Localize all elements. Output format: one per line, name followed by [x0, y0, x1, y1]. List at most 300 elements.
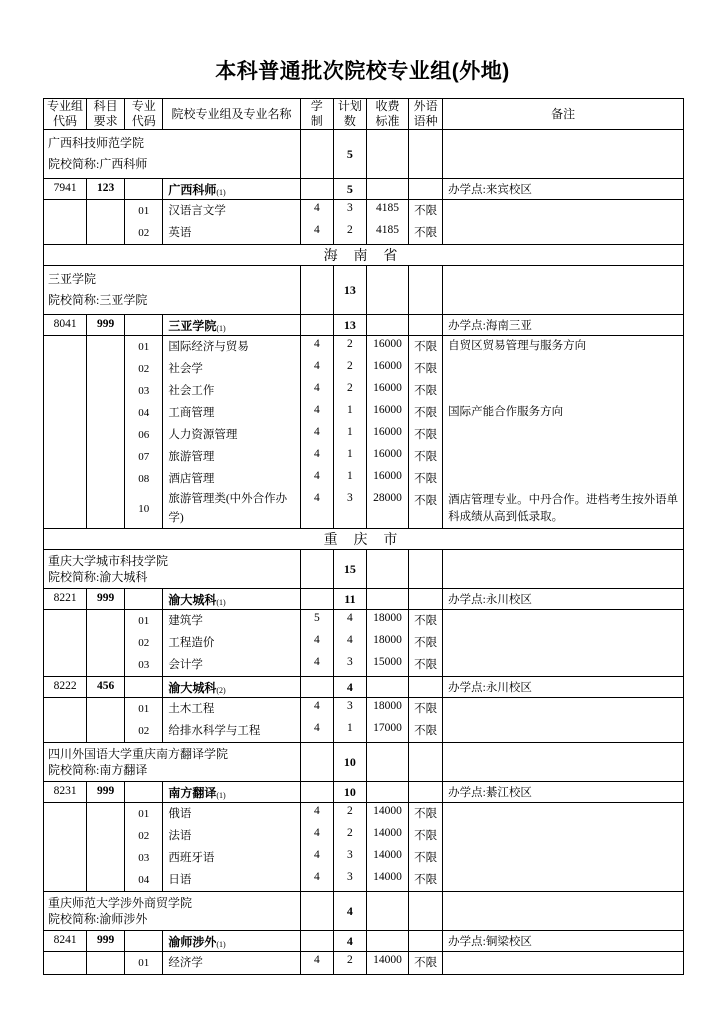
group-plan-cell: 4	[333, 677, 366, 698]
major-years-cell: 4	[300, 698, 333, 721]
major-remark-cell	[443, 847, 684, 869]
major-subject-spacer	[87, 380, 125, 402]
major-plan-cell: 2	[333, 358, 366, 380]
major-row	[44, 803, 684, 826]
group-plan-cell: 5	[333, 179, 366, 200]
group-plan-cell: 10	[333, 782, 366, 803]
subject-requirement-cell: 999	[87, 931, 125, 952]
major-code-cell: 04	[125, 869, 163, 892]
group-index-text: (1)	[216, 940, 226, 949]
school-header-row	[44, 892, 684, 931]
group-code-cell: 8222	[44, 677, 87, 698]
major-row	[44, 825, 684, 847]
major-years-cell: 4	[300, 847, 333, 869]
group-index-text: (1)	[216, 791, 226, 800]
major-plan-cell: 1	[333, 720, 366, 743]
major-fee-cell: 14000	[366, 869, 408, 892]
major-row	[44, 869, 684, 892]
major-subject-spacer	[87, 698, 125, 721]
major-language-cell: 不限	[409, 720, 443, 743]
group-fee-cell	[366, 589, 408, 610]
school-full-name: 三亚学院	[48, 272, 97, 286]
major-row	[44, 200, 684, 223]
major-fee-cell: 18000	[366, 698, 408, 721]
major-row	[44, 402, 684, 424]
subject-requirement-cell: 999	[87, 589, 125, 610]
group-header-row	[44, 589, 684, 610]
major-subject-spacer	[87, 222, 125, 245]
major-name-cell: 俄语	[163, 803, 300, 826]
major-row	[44, 424, 684, 446]
school-full-name: 重庆师范大学涉外商贸学院	[48, 896, 193, 910]
major-years-cell: 4	[300, 803, 333, 826]
major-name-cell: 西班牙语	[163, 847, 300, 869]
group-remark-cell: 办学点:綦江校区	[443, 782, 684, 803]
group-name-text: 渝师涉外	[168, 935, 217, 949]
group-language-cell	[409, 931, 443, 952]
group-major-code-cell	[125, 931, 163, 952]
group-header-row	[44, 315, 684, 336]
major-language-cell: 不限	[409, 424, 443, 446]
major-years-cell: 4	[300, 402, 333, 424]
province-header-row	[44, 245, 684, 266]
group-code-cell: 8231	[44, 782, 87, 803]
group-code-cell: 8241	[44, 931, 87, 952]
major-code-cell: 06	[125, 424, 163, 446]
major-plan-cell: 2	[333, 952, 366, 975]
major-name-cell: 旅游管理	[163, 446, 300, 468]
group-header-row	[44, 677, 684, 698]
major-remark-cell	[443, 610, 684, 633]
major-plan-cell: 1	[333, 446, 366, 468]
major-code-cell: 01	[125, 803, 163, 826]
major-plan-cell: 3	[333, 490, 366, 529]
school-remark-cell	[443, 892, 684, 931]
major-fee-cell: 16000	[366, 446, 408, 468]
major-groupcode-spacer	[44, 803, 87, 826]
major-groupcode-spacer	[44, 222, 87, 245]
major-code-cell: 02	[125, 222, 163, 245]
major-remark-cell	[443, 200, 684, 223]
major-years-cell: 4	[300, 869, 333, 892]
major-fee-cell: 28000	[366, 490, 408, 529]
major-code-cell: 02	[125, 358, 163, 380]
major-subject-spacer	[87, 847, 125, 869]
school-abbreviation: 院校简称:三亚学院	[48, 293, 148, 307]
school-full-name: 广西科技师范学院	[48, 136, 145, 150]
major-name-cell: 旅游管理类(中外合作办学)	[163, 490, 300, 529]
school-fee-cell	[366, 266, 408, 315]
major-row	[44, 468, 684, 490]
group-code-cell: 8041	[44, 315, 87, 336]
major-plan-cell: 1	[333, 424, 366, 446]
major-years-cell: 4	[300, 632, 333, 654]
group-remark-cell: 办学点:海南三亚	[443, 315, 684, 336]
group-name-cell	[163, 179, 300, 200]
major-years-cell: 4	[300, 952, 333, 975]
table-header-row	[44, 99, 684, 130]
group-language-cell	[409, 315, 443, 336]
school-header-row	[44, 266, 684, 315]
major-name-cell: 日语	[163, 869, 300, 892]
column-header-group-code: 专业组 代码	[44, 99, 87, 130]
major-remark-cell	[443, 358, 684, 380]
major-subject-spacer	[87, 424, 125, 446]
province-header-row	[44, 529, 684, 550]
major-code-cell: 08	[125, 468, 163, 490]
major-remark-cell	[443, 424, 684, 446]
major-code-cell: 01	[125, 698, 163, 721]
group-name-text: 广西科师	[168, 183, 217, 197]
major-fee-cell: 16000	[366, 336, 408, 359]
group-name-cell	[163, 315, 300, 336]
major-plan-cell: 3	[333, 847, 366, 869]
group-header-row	[44, 179, 684, 200]
major-fee-cell: 14000	[366, 825, 408, 847]
group-index-text: (1)	[216, 324, 226, 333]
major-name-cell: 工程造价	[163, 632, 300, 654]
major-plan-cell: 2	[333, 380, 366, 402]
major-name-cell: 会计学	[163, 654, 300, 677]
major-subject-spacer	[87, 803, 125, 826]
major-remark-cell	[443, 869, 684, 892]
major-language-cell: 不限	[409, 380, 443, 402]
major-fee-cell: 18000	[366, 632, 408, 654]
group-fee-cell	[366, 315, 408, 336]
column-header-fee: 收费 标准	[366, 99, 408, 130]
group-index-text: (1)	[216, 598, 226, 607]
school-fee-cell	[366, 550, 408, 589]
subject-requirement-cell: 999	[87, 782, 125, 803]
major-years-cell: 4	[300, 200, 333, 223]
major-language-cell: 不限	[409, 358, 443, 380]
group-major-code-cell	[125, 589, 163, 610]
major-subject-spacer	[87, 869, 125, 892]
major-language-cell: 不限	[409, 402, 443, 424]
major-fee-cell: 16000	[366, 358, 408, 380]
major-fee-cell: 17000	[366, 720, 408, 743]
major-subject-spacer	[87, 402, 125, 424]
group-major-code-cell	[125, 782, 163, 803]
major-language-cell: 不限	[409, 698, 443, 721]
school-fee-cell	[366, 743, 408, 782]
major-remark-cell	[443, 803, 684, 826]
school-name-cell	[44, 743, 301, 782]
group-name-text: 三亚学院	[168, 319, 217, 333]
group-language-cell	[409, 782, 443, 803]
major-language-cell: 不限	[409, 336, 443, 359]
school-remark-cell	[443, 130, 684, 179]
table-body	[44, 130, 684, 975]
major-groupcode-spacer	[44, 825, 87, 847]
major-plan-cell: 2	[333, 222, 366, 245]
school-language-cell	[409, 550, 443, 589]
major-subject-spacer	[87, 358, 125, 380]
group-years-cell	[300, 931, 333, 952]
school-language-cell	[409, 743, 443, 782]
major-language-cell: 不限	[409, 610, 443, 633]
province-name: 重 庆 市	[44, 529, 684, 550]
major-language-cell: 不限	[409, 654, 443, 677]
major-remark-cell	[443, 222, 684, 245]
major-language-cell: 不限	[409, 490, 443, 529]
major-remark-cell: 国际产能合作服务方向	[443, 402, 684, 424]
major-years-cell: 4	[300, 720, 333, 743]
school-language-cell	[409, 130, 443, 179]
school-years-cell	[300, 266, 333, 315]
major-years-cell: 4	[300, 490, 333, 529]
major-row	[44, 698, 684, 721]
group-name-text: 渝大城科	[168, 593, 217, 607]
major-subject-spacer	[87, 720, 125, 743]
major-fee-cell: 18000	[366, 610, 408, 633]
major-fee-cell: 16000	[366, 402, 408, 424]
column-header-remark: 备注	[443, 99, 684, 130]
group-name-cell	[163, 931, 300, 952]
major-name-cell: 国际经济与贸易	[163, 336, 300, 359]
major-years-cell: 4	[300, 654, 333, 677]
major-plan-cell: 3	[333, 654, 366, 677]
major-row	[44, 952, 684, 975]
major-row	[44, 336, 684, 359]
school-name-cell	[44, 550, 301, 589]
major-plan-cell: 2	[333, 803, 366, 826]
major-subject-spacer	[87, 632, 125, 654]
major-language-cell: 不限	[409, 825, 443, 847]
group-fee-cell	[366, 179, 408, 200]
table-header	[44, 99, 684, 130]
group-plan-cell: 11	[333, 589, 366, 610]
major-row	[44, 490, 684, 529]
major-code-cell: 02	[125, 720, 163, 743]
major-name-cell: 汉语言文学	[163, 200, 300, 223]
major-code-cell: 03	[125, 654, 163, 677]
major-name-cell: 人力资源管理	[163, 424, 300, 446]
column-header-subject-requirement: 科目 要求	[87, 99, 125, 130]
major-row	[44, 847, 684, 869]
major-row	[44, 222, 684, 245]
group-plan-cell: 4	[333, 931, 366, 952]
group-remark-cell: 办学点:永川校区	[443, 589, 684, 610]
major-remark-cell	[443, 698, 684, 721]
major-years-cell: 4	[300, 424, 333, 446]
major-subject-spacer	[87, 610, 125, 633]
major-subject-spacer	[87, 336, 125, 359]
major-plan-cell: 4	[333, 610, 366, 633]
group-remark-cell: 办学点:来宾校区	[443, 179, 684, 200]
major-plan-cell: 2	[333, 336, 366, 359]
major-fee-cell: 16000	[366, 424, 408, 446]
major-name-cell: 社会学	[163, 358, 300, 380]
major-years-cell: 4	[300, 825, 333, 847]
major-groupcode-spacer	[44, 490, 87, 529]
major-remark-cell	[443, 468, 684, 490]
major-name-cell: 工商管理	[163, 402, 300, 424]
major-row	[44, 358, 684, 380]
major-code-cell: 01	[125, 610, 163, 633]
group-code-cell: 8221	[44, 589, 87, 610]
group-code-cell: 7941	[44, 179, 87, 200]
column-header-major-code: 专业 代码	[125, 99, 163, 130]
major-code-cell: 07	[125, 446, 163, 468]
major-code-cell: 03	[125, 380, 163, 402]
major-groupcode-spacer	[44, 424, 87, 446]
school-header-row	[44, 550, 684, 589]
admissions-table-container	[43, 98, 684, 969]
major-plan-cell: 1	[333, 468, 366, 490]
major-subject-spacer	[87, 952, 125, 975]
major-remark-cell: 自贸区贸易管理与服务方向	[443, 336, 684, 359]
group-years-cell	[300, 677, 333, 698]
subject-requirement-cell: 456	[87, 677, 125, 698]
major-remark-cell	[443, 632, 684, 654]
major-years-cell: 4	[300, 222, 333, 245]
major-remark-cell	[443, 825, 684, 847]
group-major-code-cell	[125, 315, 163, 336]
major-name-cell: 英语	[163, 222, 300, 245]
group-years-cell	[300, 315, 333, 336]
major-fee-cell: 14000	[366, 952, 408, 975]
group-fee-cell	[366, 931, 408, 952]
major-row	[44, 654, 684, 677]
group-name-text: 渝大城科	[168, 681, 217, 695]
school-years-cell	[300, 130, 333, 179]
major-name-cell: 社会工作	[163, 380, 300, 402]
group-index-text: (1)	[216, 188, 226, 197]
major-groupcode-spacer	[44, 610, 87, 633]
major-fee-cell: 4185	[366, 200, 408, 223]
group-fee-cell	[366, 677, 408, 698]
major-code-cell: 04	[125, 402, 163, 424]
major-remark-cell: 酒店管理专业。中丹合作。进档考生按外语单科成绩从高到低录取。	[443, 490, 684, 529]
column-header-years: 学 制	[300, 99, 333, 130]
major-name-cell: 法语	[163, 825, 300, 847]
group-years-cell	[300, 179, 333, 200]
major-language-cell: 不限	[409, 952, 443, 975]
school-plan-cell: 13	[333, 266, 366, 315]
major-row	[44, 446, 684, 468]
group-header-row	[44, 782, 684, 803]
school-remark-cell	[443, 266, 684, 315]
group-remark-cell: 办学点:铜梁校区	[443, 931, 684, 952]
major-plan-cell: 3	[333, 869, 366, 892]
school-language-cell	[409, 892, 443, 931]
group-fee-cell	[366, 782, 408, 803]
group-name-cell	[163, 677, 300, 698]
school-years-cell	[300, 743, 333, 782]
school-name-cell	[44, 266, 301, 315]
group-years-cell	[300, 589, 333, 610]
major-groupcode-spacer	[44, 402, 87, 424]
major-groupcode-spacer	[44, 869, 87, 892]
major-remark-cell	[443, 720, 684, 743]
school-plan-cell: 4	[333, 892, 366, 931]
school-fee-cell	[366, 130, 408, 179]
school-plan-cell: 5	[333, 130, 366, 179]
major-groupcode-spacer	[44, 336, 87, 359]
major-code-cell: 03	[125, 847, 163, 869]
major-fee-cell: 14000	[366, 803, 408, 826]
column-header-plan-count: 计划 数	[333, 99, 366, 130]
group-language-cell	[409, 677, 443, 698]
school-full-name: 四川外国语大学重庆南方翻译学院	[48, 747, 229, 761]
major-code-cell: 01	[125, 336, 163, 359]
major-years-cell: 5	[300, 610, 333, 633]
major-fee-cell: 14000	[366, 847, 408, 869]
major-subject-spacer	[87, 446, 125, 468]
major-language-cell: 不限	[409, 632, 443, 654]
major-row	[44, 632, 684, 654]
major-groupcode-spacer	[44, 468, 87, 490]
school-abbreviation: 院校简称:渝大城科	[48, 570, 148, 584]
school-remark-cell	[443, 743, 684, 782]
group-plan-cell: 13	[333, 315, 366, 336]
group-years-cell	[300, 782, 333, 803]
school-remark-cell	[443, 550, 684, 589]
major-subject-spacer	[87, 200, 125, 223]
major-language-cell: 不限	[409, 803, 443, 826]
group-name-cell	[163, 589, 300, 610]
major-plan-cell: 4	[333, 632, 366, 654]
major-language-cell: 不限	[409, 468, 443, 490]
major-groupcode-spacer	[44, 358, 87, 380]
major-code-cell: 01	[125, 200, 163, 223]
major-code-cell: 10	[125, 490, 163, 529]
school-name-cell	[44, 130, 301, 179]
school-language-cell	[409, 266, 443, 315]
major-subject-spacer	[87, 654, 125, 677]
major-groupcode-spacer	[44, 632, 87, 654]
column-header-language: 外语 语种	[409, 99, 443, 130]
major-years-cell: 4	[300, 446, 333, 468]
major-name-cell: 酒店管理	[163, 468, 300, 490]
major-language-cell: 不限	[409, 200, 443, 223]
major-groupcode-spacer	[44, 698, 87, 721]
major-groupcode-spacer	[44, 952, 87, 975]
major-name-cell: 土木工程	[163, 698, 300, 721]
major-fee-cell: 16000	[366, 468, 408, 490]
school-abbreviation: 院校简称:广西科师	[48, 157, 148, 171]
major-language-cell: 不限	[409, 222, 443, 245]
school-plan-cell: 10	[333, 743, 366, 782]
school-abbreviation: 院校简称:南方翻译	[48, 763, 148, 777]
major-row	[44, 720, 684, 743]
column-header-name: 院校专业组及专业名称	[163, 99, 300, 130]
school-plan-cell: 15	[333, 550, 366, 589]
province-name: 海 南 省	[44, 245, 684, 266]
group-header-row	[44, 931, 684, 952]
major-years-cell: 4	[300, 358, 333, 380]
major-groupcode-spacer	[44, 200, 87, 223]
major-plan-cell: 1	[333, 402, 366, 424]
major-years-cell: 4	[300, 380, 333, 402]
major-fee-cell: 15000	[366, 654, 408, 677]
group-language-cell	[409, 179, 443, 200]
major-row	[44, 380, 684, 402]
major-groupcode-spacer	[44, 654, 87, 677]
major-fee-cell: 4185	[366, 222, 408, 245]
group-major-code-cell	[125, 677, 163, 698]
major-name-cell: 经济学	[163, 952, 300, 975]
admissions-table	[43, 98, 684, 975]
major-code-cell: 02	[125, 825, 163, 847]
group-name-text: 南方翻译	[168, 786, 217, 800]
major-plan-cell: 3	[333, 200, 366, 223]
school-fee-cell	[366, 892, 408, 931]
school-years-cell	[300, 550, 333, 589]
major-fee-cell: 16000	[366, 380, 408, 402]
major-plan-cell: 3	[333, 698, 366, 721]
